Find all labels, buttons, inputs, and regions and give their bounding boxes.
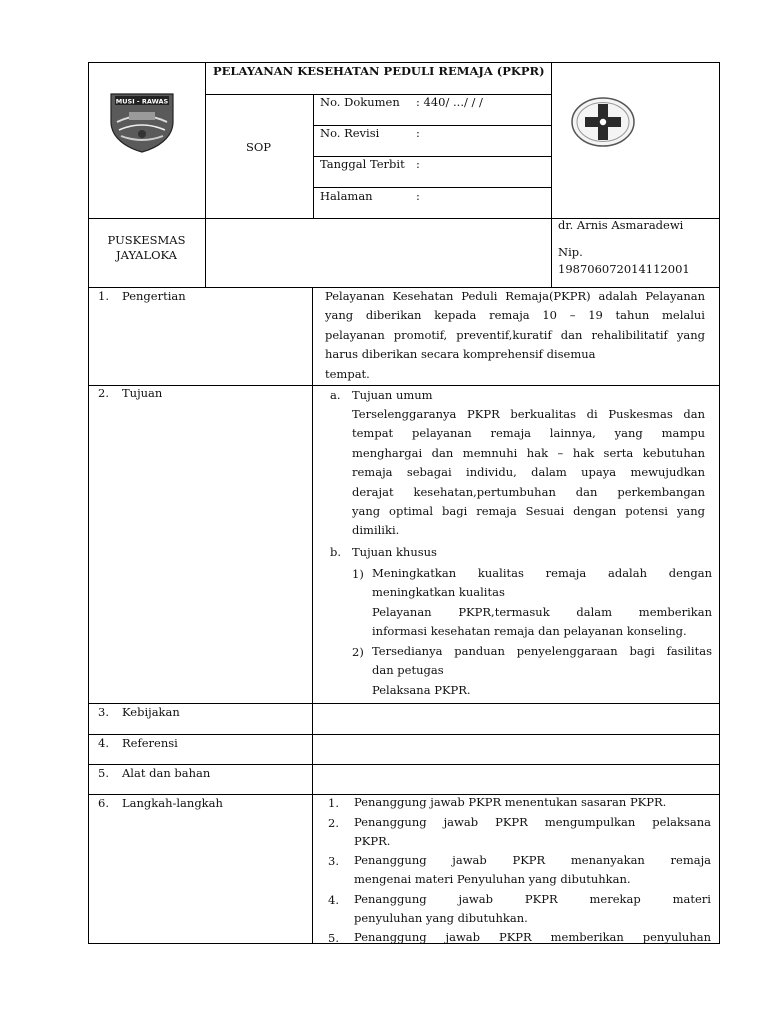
doc-field-label: Halaman: [320, 189, 373, 203]
text-line: tempat.: [325, 366, 370, 381]
list-item-number: 2): [352, 645, 364, 659]
step-number: 5.: [328, 931, 339, 945]
logo-col-border: [205, 62, 206, 287]
text-line: Penanggung jawab PKPR menentukan sasaran PKPR.: [354, 795, 667, 809]
table-left-border: [88, 62, 89, 943]
referensi-top-border: [88, 734, 720, 735]
step-number: 3.: [328, 854, 339, 868]
step-item: [354, 793, 711, 812]
section-title: Referensi: [122, 736, 178, 750]
tujuan-top-border: [88, 385, 720, 386]
doc-field-label: No. Revisi: [320, 126, 380, 140]
text-line: Penanggung jawab PKPR merekap materi: [354, 892, 711, 906]
section-title: Tujuan: [122, 386, 163, 400]
text-line: Tersedianya panduan penyelenggaraan bagi fasilitas: [372, 644, 712, 658]
puskesmas-logo: [570, 96, 636, 148]
section-number: 3.: [98, 705, 109, 719]
tujuan-umum-text: [352, 405, 705, 541]
step-item: [354, 813, 711, 852]
subsection-marker: a.: [330, 388, 341, 402]
step-item: [354, 890, 711, 929]
subsection-title: Tujuan umum: [352, 388, 433, 402]
step-number: 2.: [328, 816, 339, 830]
text-line: Pelayanan Kesehatan Peduli Remaja(PKPR) adalah Pelayanan: [325, 289, 705, 303]
section-title: Langkah-langkah: [122, 796, 223, 810]
kebijakan-top-border: [88, 703, 720, 704]
list-item-number: 1): [352, 567, 364, 581]
signer-name: dr. Arnis Asmaradewi: [558, 218, 684, 232]
text-line: PKPR.: [354, 834, 391, 849]
text-line: informasi kesehatan remaja dan pelayanan konseling.: [372, 624, 687, 639]
text-line: dimiliki.: [352, 523, 400, 538]
text-line: dan petugas: [372, 663, 444, 678]
text-line: Pelaksana PKPR.: [372, 682, 471, 697]
section-title: Kebijakan: [122, 705, 180, 719]
section-title: Pengertian: [122, 289, 186, 303]
text-line: Meningkatkan kualitas remaja adalah dengan: [372, 566, 712, 580]
text-line: Terselenggaranya PKPR berkualitas di Puskesmas dan: [352, 407, 705, 421]
emblem-lettering: MUSI - RAWAS: [115, 97, 169, 106]
text-line: yang diberikan kepada remaja 10 – 19 tahun melalui: [325, 308, 705, 323]
step-number: 1.: [328, 796, 339, 810]
text-line: Penanggung jawab PKPR mengumpulkan pelaksana: [354, 815, 711, 829]
doc-field-value: :: [416, 157, 420, 171]
text-line: harus diberikan secara komprehensif disemua: [325, 347, 596, 362]
text-line: Pelayanan PKPR,termasuk dalam memberikan: [372, 604, 712, 619]
section-title: Alat dan bahan: [122, 766, 211, 780]
doc-field-label: Tanggal Terbit: [320, 157, 405, 171]
section-number: 1.: [98, 289, 109, 303]
text-line: derajat kesehatan,pertumbuhan dan perkembangan: [352, 484, 705, 499]
section-number: 6.: [98, 796, 109, 810]
text-line: tempat pelayanan remaja lainnya, yang mampu: [352, 426, 705, 441]
section-number: 2.: [98, 386, 109, 400]
musi-rawas-emblem: [107, 92, 177, 154]
text-line: meningkatkan kualitas: [372, 585, 505, 600]
step-number: 4.: [328, 893, 339, 907]
sop-col-border: [313, 94, 314, 218]
signer-nip-label: Nip.: [558, 245, 583, 259]
subsection-marker: b.: [330, 545, 342, 559]
text-line: Penanggung jawab PKPR memberikan penyuluhan: [354, 930, 711, 944]
table-top-border: [88, 62, 720, 63]
text-line: Penanggung jawab PKPR menanyakan remaja: [354, 853, 711, 867]
subsection-title: Tujuan khusus: [352, 545, 437, 559]
text-line: penyuluhan yang dibutuhkan.: [354, 911, 528, 926]
text-line: mengenai materi Penyuluhan yang dibutuhkan.: [354, 872, 631, 887]
section-number: 5.: [98, 766, 109, 780]
doc-field-value: : 440/ .../ / /: [416, 95, 483, 109]
document-title: PELAYANAN KESEHATAN PEDULI REMAJA (PKPR): [213, 64, 545, 78]
pengertian-text: [325, 287, 705, 384]
tujuan-khusus-item: [372, 642, 712, 700]
doc-field-value: :: [416, 126, 420, 140]
doc-row-border-3: [313, 187, 551, 188]
step-item: [354, 851, 711, 890]
signer-nip: 198706072014112001: [558, 262, 690, 276]
section-number: 4.: [98, 736, 109, 750]
doc-field-label: No. Dokumen: [320, 95, 400, 109]
right-logo-col-border: [551, 62, 552, 287]
body-col-border: [312, 287, 313, 943]
puskesmas-name-line1: PUSKESMAS: [107, 233, 186, 247]
tujuan-khusus-item: [372, 564, 712, 642]
text-line: menghargai dan memnuhi hak – hak serta kebutuhan: [352, 445, 705, 460]
doc-field-value: :: [416, 189, 420, 203]
step-item: [354, 928, 711, 947]
alat-top-border: [88, 764, 720, 765]
text-line: yang optimal bagi remaja Sesuai dengan potensi yang: [352, 504, 705, 519]
text-line: remaja sebagai individu, dalam upaya mewujudkan: [352, 465, 705, 480]
sop-label: SOP: [246, 140, 272, 154]
table-right-border: [719, 62, 720, 943]
puskesmas-name-line2: JAYALOKA: [116, 248, 177, 262]
text-line: pelayanan promotif, preventif,kuratif dan rehalibilitatif yang: [325, 327, 705, 342]
